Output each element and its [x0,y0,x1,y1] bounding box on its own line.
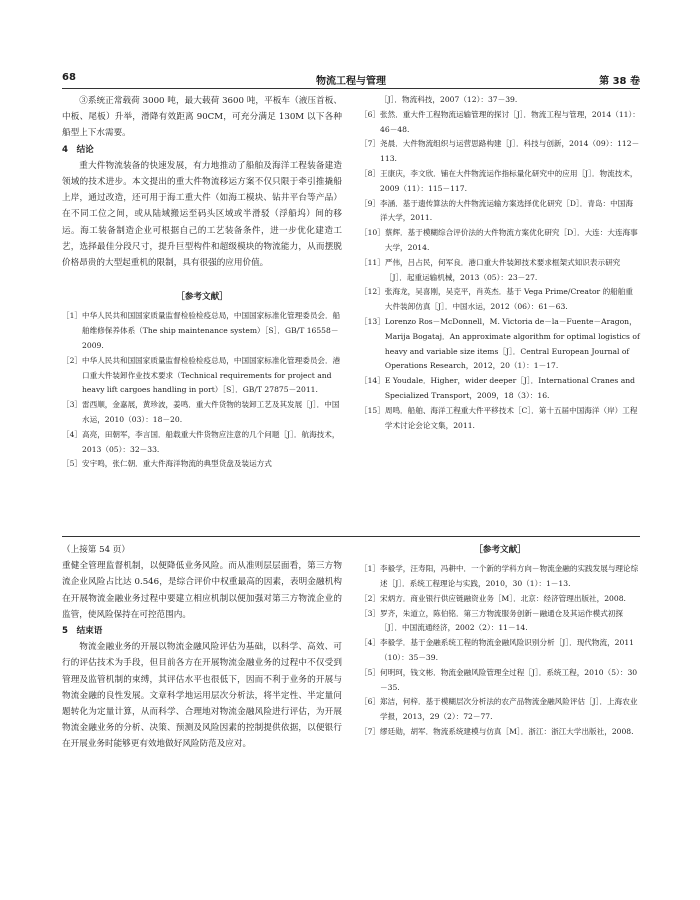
reference-item [360,404,640,434]
reference-item [360,725,640,740]
reference-text: Lorenzo Ros－McDonnell，M. Victoria de－la－Fuente－Aragon，Marija Bogataj．An approximate algorithm for optimal logistics of heavy and variable size items［J］．Central European Journal of Operations Research，2012，20（1）：1－17. [384,316,640,371]
reference-item [360,256,640,286]
reference-item [360,226,640,256]
reference-item [360,695,640,725]
reference-item [360,285,640,315]
reference-text: E Youdale．Higher，wider deeper［J］．International Cranes and Specialized Transport，2009，18（3）：16. [384,376,635,400]
reference-text: 严伟，吕占民，何军良．港口重大件装卸技术要求框架式知识表示研究［J］．起重运输机械，2013（05）：23－27. [384,257,621,282]
section-4-body: 重大件物流装备的快速发展，有力地推动了船舶及海洋工程装备建造领域的技术进步。本文提出的重大件物流移运方案不仅只限于牵引推撬船上岸，通过改造，还可用于海工重大件（如海工模块、钻井平台等产品）在不同工位之间，或从陆域搬运至码头区域或半滑驳（浮船坞）间的移运。海工装备制造企业可根据自己的工艺装备条件，进一步优化建造工艺，选择最佳分段尺寸，提升巨型构件和超级模块的物流能力，从而摆脱价格昂贵的大型起重机的限制，具有很强的应用价值。 [62,160,342,269]
continued-note: （上接第 54 页） [62,545,130,555]
reference-number: ［5］ [360,667,381,677]
reference-item [360,108,640,138]
reference-number: ［14］ [360,376,385,386]
reference-item [360,636,640,666]
reference-number: ［7］ [360,139,381,149]
reference-number: ［13］ [360,316,385,326]
reference-text: 郑洁，何梓．基于模糊层次分析法的农产品物流金融风险评估［J］．上海农业学报，2013，29（2）：72－77. [380,697,638,722]
reference-text: 蔡辉．基于模糊综合评价法的大件物流方案优化研究［D］．大连：大连海事大学，2014. [384,228,638,252]
reference-text: 尧晨．大件物流组织与运营思路构建［J］．科技与创新，2014（09）：112－113. [380,139,640,164]
reference-text: 罗齐，朱道立，陈伯铭．第三方物流服务创新－融通仓及其运作模式初探［J］．中国流通经济，2002（2）：11－14. [380,608,624,633]
reference-text: 高亮，田朝军，李言国．船载重大件货物应注意的几个问题［J］．航海技术，2013（05）：32－33. [82,429,340,454]
reference-number: ［4］ [360,638,381,648]
volume-label: 第 38 卷 [599,76,640,87]
reference-item [62,428,342,458]
reference-number: ［9］ [360,198,381,208]
section-5-body: 物流金融业务的开展以物流金融风险评估为基础，以科学、高效、可行的评估技术为手段，但目前各方在开展物流金融业务的过程中不仅受到管理及监管机制的束缚，其评估水平也很低下，因而不利于业务的开展与物流金融的良性发展。文章科学地运用层次分析法，将半定性、半定量问题转化为定量计算，从而科学、合理地对物流金融风险进行评估，为开展物流金融业务的分析、决策、预测及风险因素的控制提供依据，以便银行在开展业务时能够更有效地做好风险防范及应对。 [62,642,342,750]
reference-item [62,354,342,398]
references-heading-bottom: ［参考文献］ [474,545,526,555]
references-heading: ［参考文献］ [176,292,228,303]
reference-number: ［3］ [360,608,381,618]
reference-number [360,93,380,108]
reference-number: ［5］ [62,459,83,469]
reference-text: 李毅学．基于金融系统工程的物流金融风险识别分析［J］．现代物流，2011（10）：35－39. [380,638,635,662]
top-left-column [62,93,342,472]
reference-number: ［8］ [360,168,381,178]
reference-list-bottom [360,562,640,740]
reference-text: 张海龙，吴喜刚，吴克平，肖英杰．基于 Vega Prime/Creator 的船舶重大件装卸仿真［J］．中国水运，2012（06）：61－63. [384,287,633,312]
reference-item [360,607,640,637]
reference-text: 中华人民共和国国家质量监督检验检疫总局，中国国家标准化管理委员会．港口重大件装卸作业技术要求（Technical requirements for project and heavy lift cargoes handling in port）［S］．GB/T 27875－2011. [82,355,341,395]
reference-text: 李涵．基于遗传算法的大件物流运输方案选择优化研究［D］．青岛：中国海洋大学，2011. [380,198,633,223]
reference-item [62,398,342,428]
reference-number: ［11］ [360,257,385,267]
reference-item [360,562,640,592]
reference-text: 王康庆，李文欣．铺在大件物流运作指标量化研究中的应用［J］．物流技术，2009（11）：115－117. [380,168,638,193]
bottom-right-column [360,542,640,740]
reference-text: 周鸣．船舶、海洋工程重大件平移技术［C］．第十五届中国海洋（岸）工程学术讨论会论文集，2011. [384,405,638,430]
reference-number: ［2］ [62,355,83,365]
reference-list-top-left [62,309,342,472]
reference-text: 何明珂，钱文彬．物流金融风险管理全过程［J］．系统工程，2010（5）：30－35. [380,667,638,692]
article-divider [62,536,640,537]
reference-text: 张然．重大件工程物流运输管理的探讨［J］．物流工程与管理，2014（11）：46－48. [380,109,640,134]
reference-text: 李毅学，汪寿阳，冯耕中．一个新的学科方向－物流金融的实践发展与理论综述［J］．系统工程理论与实践，2010，30（1）：1－13. [380,564,639,588]
journal-title: 物流工程与管理 [316,76,386,87]
reference-list-top-right [360,93,640,433]
reference-number: ［3］ [62,400,83,410]
running-header [62,72,640,86]
reference-number: ［15］ [360,405,385,415]
reference-item [360,93,640,108]
section-5-heading: 5 结束语 [62,626,103,637]
reference-item [360,167,640,197]
reference-number: ［4］ [62,429,83,439]
reference-text: 中华人民共和国国家质量监督检验检疫总局，中国国家标准化管理委员会．船舶维修保养体系（The ship maintenance system）［S］．GB/T 16558－2009. [82,311,341,351]
page-number: 68 [62,72,76,83]
reference-text: 缪廷勋，胡军．物流系统建模与仿真［M］．浙江：浙江大学出版社，2008. [380,726,634,736]
reference-item [360,197,640,227]
reference-item [360,666,640,696]
reference-number: ［6］ [360,109,381,119]
reference-number: ［7］ [360,726,381,736]
top-right-column [360,93,640,433]
item-3-paragraph: ③系统正常载荷 3000 吨，最大载荷 3600 吨，平板车（液压首板、中板、尾板）升举，滑降有效距离 90CM，可充分满足 130M 以下各种船型上下水需要。 [62,96,342,139]
reference-item [62,457,342,472]
bottom-paragraph: 重健全管理监督机制，以便降低业务风险。而从准则层层面看，第三方物流企业风险占比达 0.546，是综合评价中权重最高的因素，表明金融机构在开展物流金融业务过程中要建立相应机制以便加强对第三方物流企业的监管，使风险保持在可控范围内。 [62,561,342,620]
reference-item [360,137,640,167]
reference-item [360,315,640,374]
reference-text: 安宇鸣，张仁朝．重大件海洋物流的典型货盘及装运方式 [82,459,272,469]
reference-number: ［1］ [360,564,381,574]
reference-item [62,309,342,353]
reference-number: ［12］ [360,287,385,297]
reference-item [360,374,640,404]
reference-item [360,592,640,607]
reference-number: ［6］ [360,697,381,707]
reference-text: 宋炳方．商业银行供应链融资业务［M］．北京：经济管理出版社，2008. [380,593,626,603]
bottom-left-column [62,542,342,753]
reference-text: 雷西顺，金嘉展，黄珍波，姜鸣．重大件货物的装卸工艺及其发展［J］．中国水运，2010（03）：18－20. [82,400,340,425]
reference-text: ［J］．物流科技，2007（12）：37－39. [380,95,518,104]
reference-number: ［1］ [62,311,83,321]
header-rule [62,88,640,89]
reference-number: ［2］ [360,593,381,603]
reference-number: ［10］ [360,228,385,238]
section-4-heading: 4 结论 [62,144,94,155]
